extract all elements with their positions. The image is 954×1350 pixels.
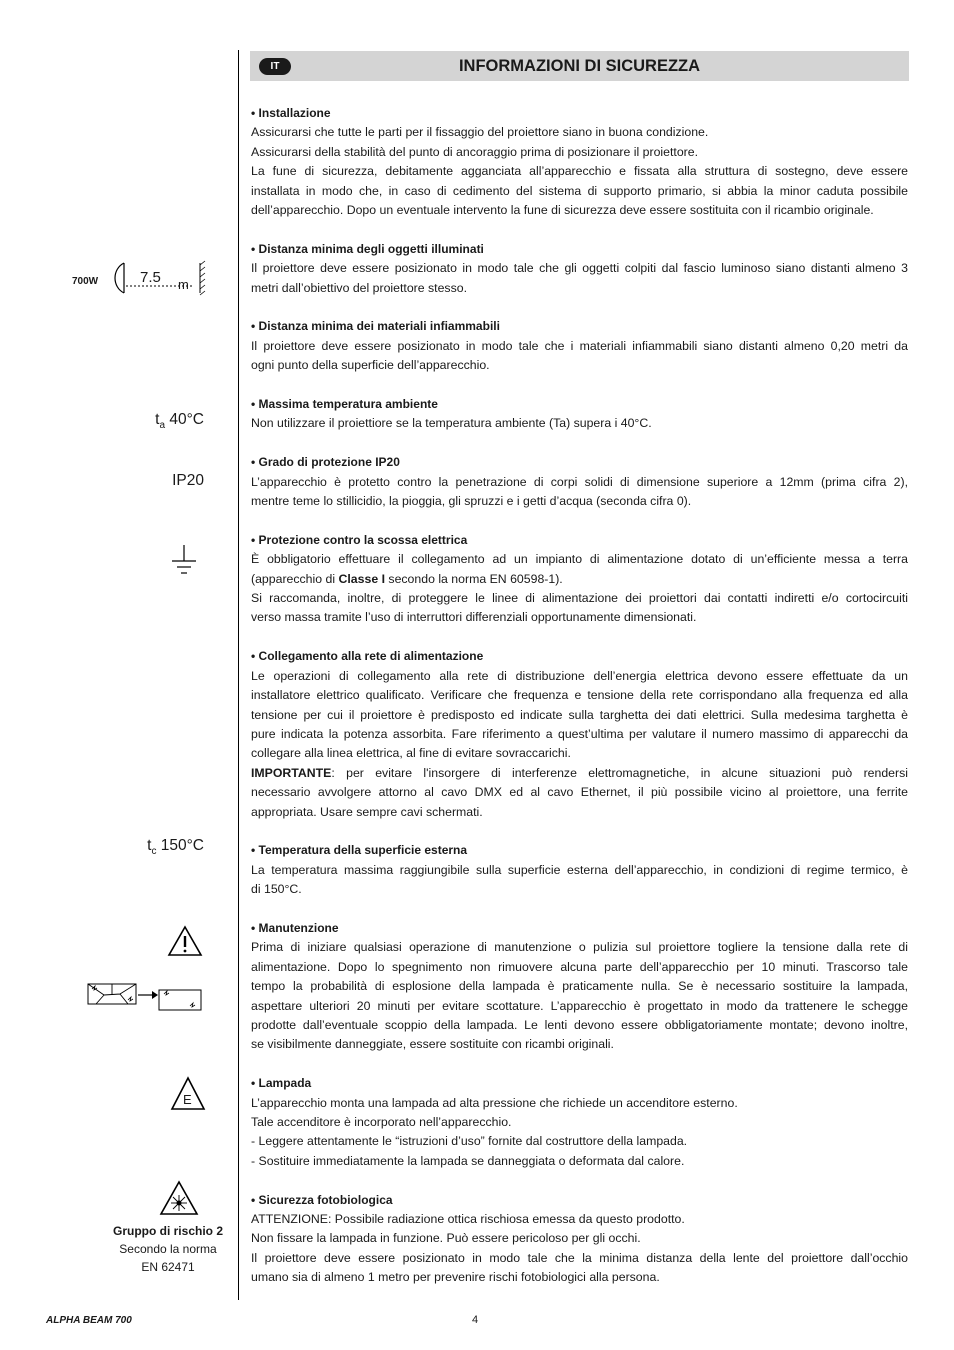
text-line: necessario avvolgere attorno al cavo DMX ed al cavo Ethernet, il più possibile vicino al proiettore, una ferrite (251, 785, 908, 800)
text-line: - Leggere attentamente le “istruzioni d’uso” fornite dal costruttore della lampada. (251, 1134, 688, 1149)
text-line: Le operazioni di collegamento alla rete di distribuzione dell’energia elettrica devono essere effettuate da un (251, 668, 908, 683)
section (251, 395, 908, 434)
text-line: - Sostituire immediatamente la lampada se danneggiata o deformata dal calore. (251, 1153, 685, 1168)
page-number: 4 (472, 1314, 479, 1326)
bold-span: Classe I (338, 571, 385, 586)
laser-hazard-icon (159, 1180, 199, 1216)
text-span: secondo la norma EN 60598-1). (385, 571, 563, 586)
risk-norm-line-1: Secondo la norma (119, 1242, 217, 1256)
section (251, 841, 908, 899)
text-line: verso massa tramite l’uso di interruttori differenziali opportunamente dimensionati. (251, 610, 697, 625)
risk-group-label: Gruppo di rischio 2 (112, 1224, 223, 1238)
text-line: ATTENZIONE: Possibile radiazione ottica rischiosa emessa da questo prodotto. (251, 1212, 685, 1226)
warning-icon (167, 925, 203, 957)
section-title: • Lampada (251, 1076, 312, 1091)
text-line: se visibilmente danneggiate, essere sostituite con ricambi originali. (251, 1037, 614, 1052)
section-title: • Grado di protezione IP20 (251, 455, 400, 470)
surface-temperature-label: $t_c$ 150°C (147, 837, 204, 858)
text-line: tensione per cui il proiettore è predisposto ed indicate sulla targhetta dei dati elettrici. Sulla medesima targhetta è (251, 707, 908, 722)
section-title: • Sicurezza fotobiologica (251, 1192, 393, 1207)
section-title: • Temperatura della superficie esterna (251, 843, 468, 858)
text-line: Il proiettore deve essere posizionato in modo tale che i materiali infiammabili siano distanti almeno 0,20 metri da (251, 338, 908, 353)
risk-group-note (100, 1222, 236, 1276)
section (251, 104, 908, 220)
bold-span: IMPORTANTE (251, 765, 332, 780)
section-title: • Distanza minima degli oggetti illuminati (251, 241, 484, 256)
section (251, 531, 908, 628)
ignitor-letter: E (183, 1092, 192, 1107)
section (251, 240, 908, 298)
cracked-lens-icon (86, 981, 210, 1011)
section-title: • Collegamento alla rete di alimentazione (251, 649, 484, 664)
text-line: dell’apparecchio. Dopo un eventuale intervento la fune di sicurezza deve essere sostituita con il ricambio originale. (251, 203, 874, 218)
safety-content (251, 104, 908, 1307)
text-line (251, 570, 908, 589)
text-span: (apparecchio di (251, 571, 339, 586)
text-line: installatore elettrico qualificato. Verificare che frequenza e tensione della rete corrispondano alla frequenza ed alla (251, 688, 908, 703)
text-line: collegare alla linea elettrica, al fine di evitare sovraccarichi. (251, 746, 571, 761)
text-line: Si raccomanda, inoltre, di proteggere le linee di alimentazione dei proiettori dai contatti indiretti e/o cortocircuiti (251, 591, 908, 606)
margin-rule (238, 50, 239, 1300)
ambient-temperature-label: $t_a$ 40°C (155, 411, 204, 432)
text-line: Il proiettore deve essere posizionato in modo tale che gli oggetti colpiti dal fascio luminoso siano distanti almeno 3 (251, 261, 908, 276)
text-line: Prima di iniziare qualsiasi operazione di manutenzione o pulizia sul proiettore togliere la tensione dalla rete di (251, 940, 908, 955)
text-line: umano sia di almeno 1 metro per prevenire rischi fotobiologici alla persona. (251, 1270, 660, 1285)
text-line: ogni punto della superficie dell’apparecchio. (251, 358, 490, 373)
text-line: Il proiettore deve essere posizionato in modo tale che la minima distanza della lente del proiettore dall’occhio (251, 1250, 908, 1265)
text-line: L’apparecchio è protetto contro la penetrazione di corpi solidi di dimensione superiore a 12mm (prima cifra 2), (251, 474, 908, 489)
ip-rating-label: IP20 (172, 472, 204, 489)
text-line: Tale accenditore è incorporato nell’apparecchio. (251, 1114, 512, 1129)
section (251, 919, 908, 1055)
text-line: pure indicata la potenza assorbita. Fare riferimento a quest’ultima per valutare il numero massimo di apparecchi da (251, 726, 908, 741)
section-title: • Protezione contro la scossa elettrica (251, 532, 468, 547)
text-line: È obbligatorio effettuare il collegamento ad un impianto di alimentazione dotato di un’efficiente messa a terra (251, 552, 908, 567)
text-line: appropriata. Usare sempre cavi schermati. (251, 804, 483, 819)
text-span: : per evitare l'insorgere di interferenze elettromagnetiche, in alcune situazioni può rendersi (331, 765, 908, 780)
text-line: installata in modo che, in caso di cedimento del sistema di supporto primario, si abbia la minor caduta possibile (251, 183, 908, 198)
section (251, 1074, 908, 1171)
section (251, 453, 908, 511)
page-title: INFORMAZIONI DI SICUREZZA (458, 57, 701, 75)
section-title: • Installazione (251, 106, 331, 120)
section (251, 647, 908, 822)
section (251, 317, 908, 375)
power-label: 700W (72, 276, 99, 287)
text-line: metri dall’obiettivo del proiettore stesso. (251, 280, 467, 295)
text-line: Assicurarsi della stabilità del punto di ancoraggio prima di posizionare il proiettore. (251, 144, 699, 159)
section-title: • Distanza minima dei materiali infiammabili (251, 319, 500, 334)
text-line: tempo la probabilità di esplosione della lampada è praticamente nulla. Se è necessario sostituire la lampada, (251, 979, 908, 994)
text-line: La fune di sicurezza, debitamente agganciata all’apparecchio e fissata alla struttura di sostegno, deve essere (251, 164, 908, 179)
section (251, 1191, 908, 1288)
footer-product: ALPHA BEAM 700 (46, 1315, 132, 1326)
beam-distance-symbol (70, 259, 220, 299)
text-line: di 150°C. (251, 882, 302, 897)
text-line (251, 764, 908, 783)
text-line: mentre teme lo stillicidio, la pioggia, gli spruzzi e i getti d’acqua (seconda cifra 0). (251, 494, 692, 509)
text-line: alimentazione. Dopo lo spegnimento non rimuovere alcuna parte dell’apparecchio per 10 minuti. Trascorso tale (251, 959, 908, 974)
risk-norm-line-2: EN 62471 (141, 1260, 195, 1274)
section-title: • Massima temperatura ambiente (251, 397, 438, 412)
text-line: Non fissare la lampada in funzione. Può essere pericoloso per gli occhi. (251, 1231, 641, 1246)
text-line: prodotte dall’eventuale scoppio della lampada. Le lenti devono essere obbligatoriamente montate; devono inoltre, (251, 1017, 908, 1032)
text-line: aspettare ulteriori 20 minuti per evitare scottature. L’apparecchio è progettato in modo da trattenere le schegge (251, 998, 908, 1013)
ignitor-symbol (170, 1076, 206, 1112)
distance-value: 7.5 (140, 269, 161, 286)
distance-unit: m (178, 277, 189, 292)
section-header (250, 51, 909, 81)
section-title: • Manutenzione (251, 920, 339, 935)
text-line: L’apparecchio monta una lampada ad alta pressione che richiede un accenditore esterno. (251, 1095, 738, 1110)
language-badge: IT (259, 58, 291, 75)
text-line: Non utilizzare il proiettiore se la temperatura ambiente (Ta) supera i 40°C. (251, 416, 652, 431)
text-line: La temperatura massima raggiungibile sulla superficie esterna dell’apparecchio, in condizioni di regime termico, è (251, 862, 908, 877)
ground-icon (171, 545, 197, 577)
text-line: Assicurarsi che tutte le parti per il fissaggio del proiettore siano in buona condizione. (251, 125, 709, 140)
